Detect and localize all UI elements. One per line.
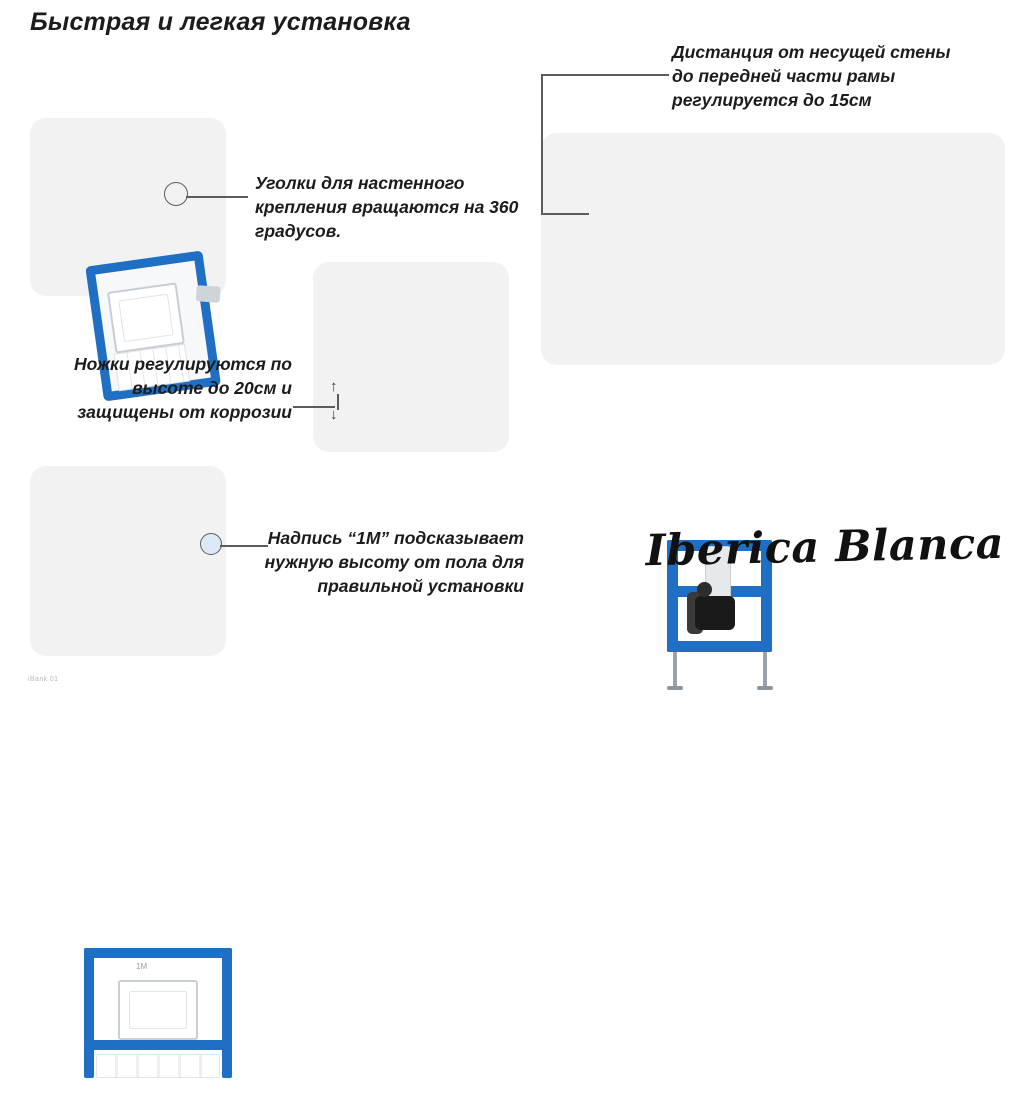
highlight-ring bbox=[164, 182, 188, 206]
brand-signature: Iberica Blanca bbox=[645, 518, 1005, 577]
highlight-ring bbox=[200, 533, 222, 555]
installation-frame-top-view-photo bbox=[541, 133, 1005, 365]
callout-top-text: Дистанция от несущей стены до передней части рамы регулируется до 15см bbox=[672, 42, 951, 110]
callout-legs-text: Ножки регулируются по высоте до 20см и защищены от коррозии bbox=[74, 354, 292, 422]
arrow-down-icon: ↓ bbox=[330, 406, 338, 423]
corner-watermark: iBank 01 bbox=[28, 676, 59, 683]
label-1m-text: 1M bbox=[136, 962, 148, 971]
arrow-up-icon: ↑ bbox=[330, 378, 338, 395]
callout-corner-text: Уголки для настенного крепления вращаются на 360 градусов. bbox=[255, 173, 519, 241]
installation-frame-corner-photo bbox=[30, 118, 226, 296]
frame-label-illustration bbox=[70, 944, 248, 1110]
callout-label-text: Надпись “1М” подсказывает нужную высоту от пола для правильной установки bbox=[264, 528, 524, 596]
rotating-bracket-icon bbox=[196, 285, 221, 303]
installation-frame-legs-photo bbox=[313, 262, 509, 452]
page-title: Быстрая и легкая установка bbox=[30, 8, 411, 36]
